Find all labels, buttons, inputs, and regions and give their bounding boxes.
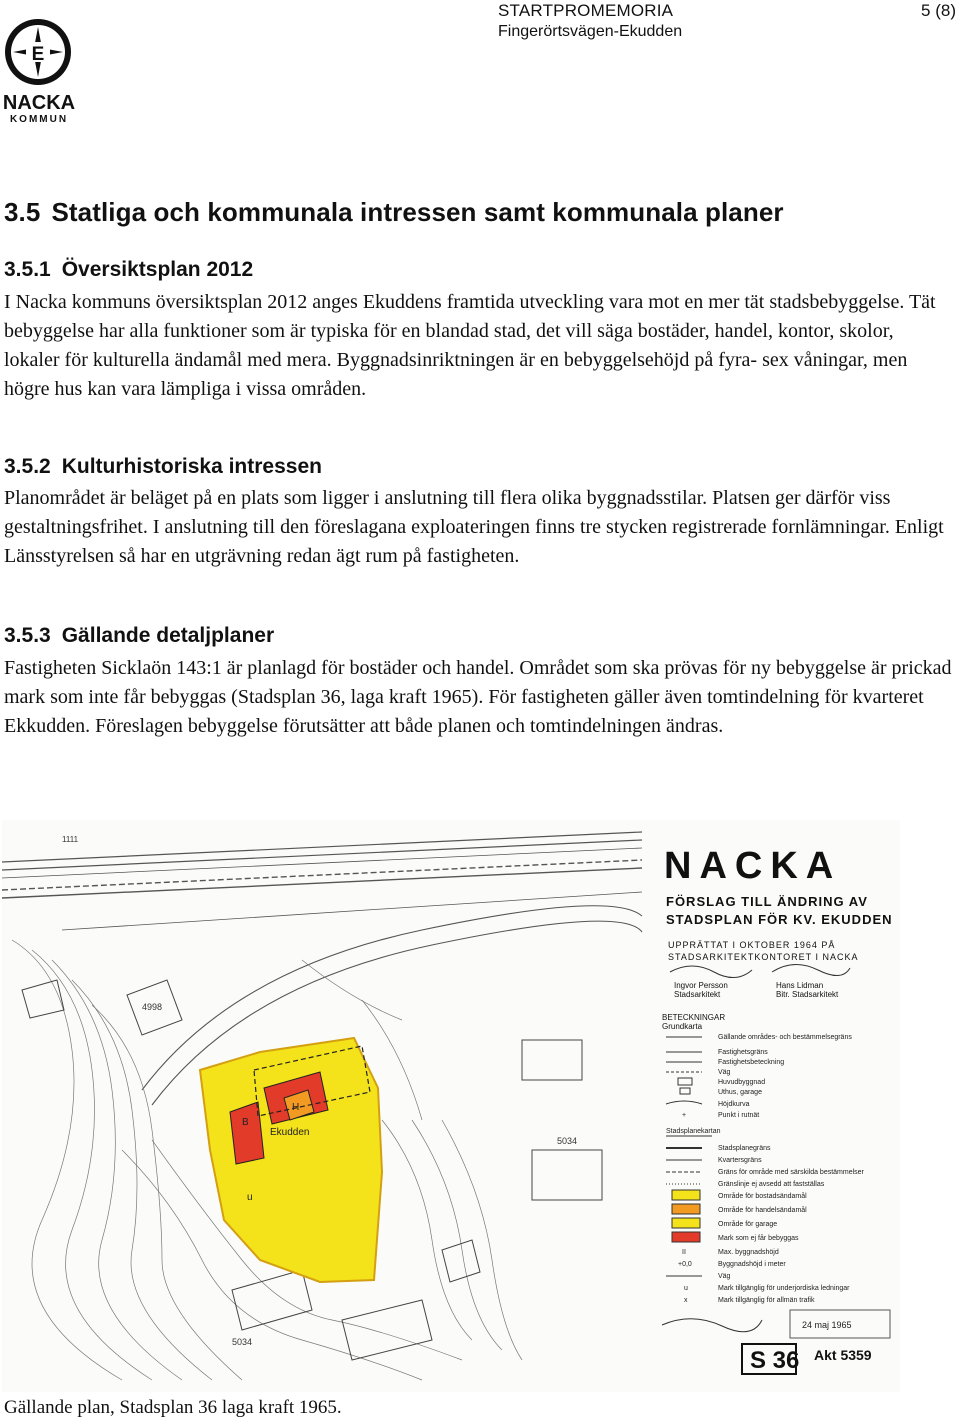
subsection-title: Kulturhistoriska intressen	[61, 455, 322, 478]
svg-text:+: +	[682, 1112, 687, 1119]
header-subtitle: Fingerörtsvägen-Ekudden	[498, 23, 683, 40]
map-sign2: Hans Lidman	[776, 981, 824, 990]
map-label-ekudden: Ekudden	[270, 1127, 310, 1138]
subsection-title: Översiktsplan 2012	[61, 258, 254, 281]
map-stamp-date: 24 maj 1965	[802, 1320, 852, 1330]
svg-text:E: E	[31, 44, 45, 65]
svg-text:+0,0: +0,0	[678, 1261, 692, 1268]
svg-text:Väg: Väg	[718, 1069, 731, 1076]
svg-text:Fastighetsbeteckning: Fastighetsbeteckning	[718, 1059, 785, 1066]
subsection-heading-detaljplaner	[4, 624, 274, 648]
map-subtitle1: FÖRSLAG TILL ÄNDRING AV	[666, 894, 868, 909]
svg-text:Gräns för område med särskilda: Gräns för område med särskilda bestämmelser	[718, 1169, 864, 1176]
svg-text:Väg: Väg	[718, 1273, 731, 1280]
page-number: 5 (8)	[921, 1, 956, 20]
nacka-crest-icon	[2, 14, 78, 124]
svg-text:Kvartersgräns: Kvartersgräns	[718, 1157, 762, 1164]
svg-text:Fastighetsgräns: Fastighetsgräns	[718, 1049, 768, 1056]
section-number: 3.5	[4, 197, 41, 227]
svg-text:II: II	[682, 1249, 686, 1256]
svg-text:Område för handelsändamål: Område för handelsändamål	[718, 1207, 807, 1214]
map-label-1111: 1111	[62, 835, 79, 844]
svg-text:Mark tillgänglig för underjord: Mark tillgänglig för underjordiska ledningar	[718, 1285, 850, 1292]
map-label-u: u	[247, 1192, 253, 1203]
svg-text:Gällande områdes- och bestämme: Gällande områdes- och bestämmelsegräns	[718, 1034, 852, 1041]
map-label-b: B	[242, 1117, 249, 1128]
map-label-5034b: 5034	[232, 1337, 253, 1347]
map-sign1-role: Stadsarkitekt	[674, 990, 721, 999]
map-sign2-role: Bitr. Stadsarkitekt	[776, 990, 839, 999]
plan-area-red	[230, 1102, 264, 1164]
svg-text:Stadsplanegräns: Stadsplanegräns	[718, 1145, 771, 1152]
map-sign1: Ingvor Persson	[674, 981, 728, 990]
paragraph-oversiktsplan: I Nacka kommuns översiktsplan 2012 anges Ekuddens framtida utveckling vara mot en mer tät stadsbebyggelse. Tät bebyggelse har alla funktioner som är typiska för en blandad stad, det vill säga bostäder, handel, kontor, skolor, lokaler för kulturella ändamål med mera. Byggnadsinriktningen är en bebyggelsehöjd på fyra- sex våningar, men högre hus kan vara lämpliga i vissa områden.	[4, 291, 936, 400]
svg-text:Gränslinje ej avsedd att fasts: Gränslinje ej avsedd att fastställas	[718, 1181, 825, 1188]
nacka-logo	[2, 14, 78, 124]
svg-text:KOMMUN: KOMMUN	[9, 114, 69, 124]
map-made-date: UPPRÄTTAT I OKTOBER 1964 PÅ	[668, 940, 836, 950]
subsection-heading-kulturhistoriska	[4, 455, 322, 479]
paragraph-kulturhistoriska: Planområdet är beläget på en plats som ligger i anslutning till flera olika byggnadsstilar. Platsen ger därför viss gestaltningsfrihet. I anslutning till den föreslagana exploateringen finns tre stycken registrerade fornlämningar. Enligt Länsstyrelsen så har en utgrävning redan ägt rum på fastigheten.	[4, 487, 944, 567]
subsection-number: 3.5.1	[4, 258, 51, 281]
map-office: STADSARKITEKTKONTORET I NACKA	[668, 952, 859, 962]
svg-text:u: u	[684, 1285, 688, 1292]
map-title: NACKA	[664, 845, 842, 887]
svg-text:Huvudbyggnad: Huvudbyggnad	[718, 1079, 766, 1086]
svg-text:Område för garage: Område för garage	[718, 1221, 778, 1228]
map-legend-head2: Grundkarta	[662, 1022, 703, 1031]
svg-text:NACKA: NACKA	[2, 92, 76, 114]
plan-map-figure	[2, 820, 900, 1392]
subsection-title: Gällande detaljplaner	[61, 624, 275, 647]
section-heading	[4, 197, 784, 228]
section-title: Statliga och kommunala intressen samt kommunala planer	[51, 197, 784, 227]
svg-text:Höjdkurva: Höjdkurva	[718, 1101, 750, 1108]
subsection-number: 3.5.2	[4, 455, 51, 478]
map-plan-code: S 36	[750, 1347, 800, 1374]
map-subtitle2: STADSPLAN FÖR KV. EKUDDEN	[666, 912, 893, 927]
svg-text:Mark som ej får bebyggas: Mark som ej får bebyggas	[718, 1235, 799, 1242]
map-label-4998: 4998	[142, 1002, 163, 1012]
figure-caption: Gällande plan, Stadsplan 36 laga kraft 1965.	[4, 1397, 342, 1418]
svg-text:Uthus, garage: Uthus, garage	[718, 1089, 762, 1096]
subsection-number: 3.5.3	[4, 624, 51, 647]
map-label-5034a: 5034	[557, 1136, 578, 1146]
svg-text:Område för bostadsändamål: Område för bostadsändamål	[718, 1193, 807, 1200]
subsection-heading-oversiktsplan	[4, 258, 253, 282]
map-akt-number: Akt 5359	[814, 1347, 872, 1363]
paragraph-detaljplaner: Fastigheten Sicklaön 143:1 är planlagd för bostäder och handel. Området som ska prövas för ny bebyggelse är prickad mark som inte får bebyggas (Stadsplan 36, laga kraft 1965). För fastigheten gäller även tomtindelning för kvarteret Ekkudden. Föreslagen bebyggelse förutsätter att både planen och tomtindelningen ändras.	[4, 657, 952, 737]
svg-text:x: x	[684, 1297, 688, 1304]
map-legend-head1: BETECKNINGAR	[662, 1013, 726, 1022]
map-legend-mid: Stadsplanekartan	[666, 1128, 721, 1135]
map-label-h: H	[292, 1102, 300, 1113]
svg-text:Mark tillgänglig för allmän tr: Mark tillgänglig för allmän trafik	[718, 1297, 815, 1304]
svg-text:Byggnadshöjd i meter: Byggnadshöjd i meter	[718, 1261, 786, 1268]
header-title: STARTPROMEMORIA	[498, 1, 674, 20]
svg-text:Max. byggnadshöjd: Max. byggnadshöjd	[718, 1249, 779, 1256]
svg-text:Punkt i rutnät: Punkt i rutnät	[718, 1112, 760, 1119]
